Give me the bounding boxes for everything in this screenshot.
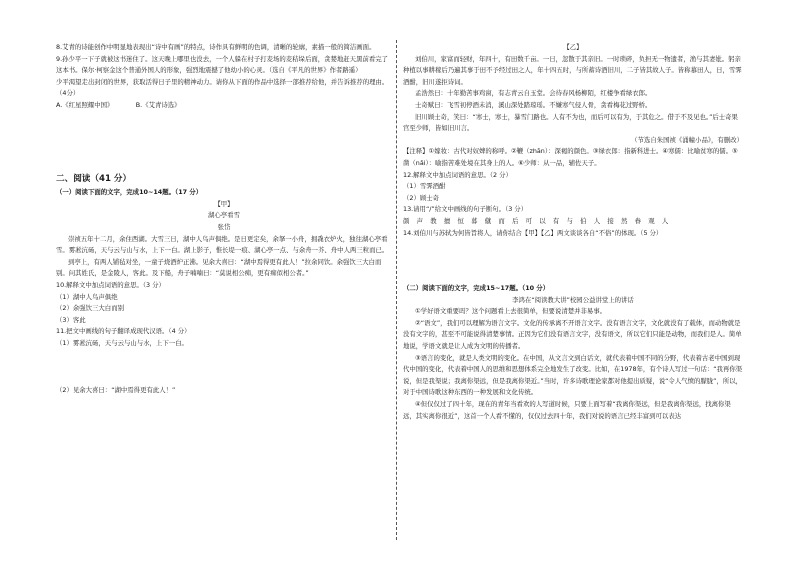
group-2-title: 李鸿在“阅读教大讲”校园公益讲堂上的讲话	[512, 295, 634, 304]
question-9-choices: A.《红星照耀中国》 B.《艾青诗选》	[56, 100, 181, 109]
question-11-item-1: （1）雾凇沆砀，天与云与山与水，上下一白。	[56, 338, 188, 347]
question-10-item-2: （2）余强饮三大白而别	[56, 304, 124, 313]
passage-yi-source: （节选自朱国祯《涌幢小品》，有删改）	[631, 135, 743, 144]
group-2-paragraph-3: ③语言的变化，就是人类文明的变化。在中国，从文言文到白话文，就代表着中国不同的分野，代表着古老中国到现代中国的变化，代表着中国人的思维和思想体系完全地发生了改变。比如，在1978年，有个诗人写过一句话：“我再你渠说，但是我渠说；我离你渠远，但是我离你渠近。”当时，许多诗歌理论家都对他提出质疑，说“令人气愤的朦胧”，所以，对于中国诗歌这种东西的一种发展和文化传统。	[403, 353, 743, 397]
question-11: 11.把文中画线的句子翻译成现代汉语。（4 分）	[56, 327, 191, 336]
passage-yi-paragraph-1: 刘伯川，家富而轻财，年四十，有田数千亩。一日，忽散于其亲旧。一时琐碎，负担无一物遗者，渔与其妻妣。躬亲种植以事耕稼后乃遍其事于田不予经过田之人，年十四五时，与所蓄诗酒旧川，二子皆其故人子。皆称慕田人，日，雪霁酒酣，旧川遂拒诗词。	[403, 54, 742, 86]
column-divider	[396, 40, 397, 540]
passage-paragraph-2: 到亭上，有两人铺毡对坐，一童子烧酒炉正沸。见余大喜曰：“湖中焉得更有此人！”拉余同饮。余强饮三大白而别。问其姓氏，是金陵人，客此。及下船，舟子喃喃曰：“莫说相公痴，更有痴似相公者。”	[56, 257, 382, 278]
passage-paragraph-1: 崇祯五年十二月，余住西湖。大雪三日，湖中人鸟声俱绝。是日更定矣，余拏一小舟，拥毳衣炉火，独往湖心亭看雪。雾凇沆砀，天与云与山与水，上下一白。湖上影子，惟长堤一痕、湖心亭一点、与余舟一芥、舟中人两三粒而已。	[56, 234, 389, 255]
question-12: 12.解释文中加点词语的意思。（2 分）	[403, 170, 512, 179]
question-13: 13.请用“/”给文中画线的句子断句。（3 分）	[403, 205, 528, 214]
question-12-item-1: （1）雪霁酒酣	[403, 182, 446, 191]
question-11-item-2: （2）见余大喜曰：“湖中焉得更有此人！”	[56, 386, 176, 395]
passage-yi-paragraph-4: 旧川顾士奇，笑曰：“寒士，寒士，暴雪门路也。人有不为也，而后可以有为，于其危之。借于不及见也。”后士奇果官至少师，皆如旧川言。	[403, 112, 738, 133]
group-2-paragraph-2: ②“语文”，我们可以理解为语言文字。文化的传承离不开语言文字。没有语言文字，文化就没有了载体，而动物就是没有文字的，甚至不可能说得清楚事情。正因为它们没有语言文字，没有语文，所以它们只能是动物，而我们是人。简单地说，学语文就是让人成为文明的传播者。	[403, 318, 742, 351]
right-column	[403, 42, 743, 422]
group-1-heading: （一）阅读下面的文字，完成10~14题。（17 分）	[56, 188, 203, 197]
question-9-prompt: 少平渴望走出封闭的世界，获取活得日子里的精神动力。请你从下面的作品中选择一部推荐给他，并告诉推荐的理由。（4分）	[56, 77, 389, 98]
passage-yi-paragraph-3: 士奇赋曰：飞雪初停酒未消，溪山深处踏琼瑶。不嫌寒气侵人骨，贪看梅花过野桥。	[415, 100, 652, 109]
section-2-heading: 二、阅读（41 分）	[56, 173, 132, 184]
passage-author: 张岱	[217, 222, 231, 231]
question-14: 14.刘伯川与苏轼为何皆旨将人，请你结合【甲】【乙】两文谈谈各自“不俗”的体现。（5 分）	[403, 228, 663, 237]
passage-title: 湖心亭看雪	[208, 211, 240, 220]
question-10-item-1: （1）湖中人鸟声俱绝	[56, 292, 118, 301]
question-12-item-2: （2）顾士奇	[403, 193, 440, 202]
question-9: 9.孙少平一下子就被这书迷住了。这天晚上哪里也没去，一个人躲在村子打麦场的麦秸垛后面，贪婪地赶天黑前看完了这本书。保尔·柯察金这个普通外国人的形象，强烈地震撼了他幼小的心灵。（选自《平凡的世界》作者路遥）	[56, 54, 389, 75]
passage-jia-label: 【甲】	[214, 199, 234, 208]
passage-yi-notes: 【注释】①嫁妆：古代对奴婢的称呼。②鞭（zhān）：深褐的颜色。③绿衣郎：指新科进士。④寒儒：比喻贫寒的儒。⑤凿（nǎi）：喻指苦难处境在其身上的人。⑥少师：从一品，辅佐天子。	[403, 147, 738, 167]
passage-yi-label: 【乙】	[563, 43, 583, 51]
group-2-heading: （二）阅读下面的文字，完成15~17题。（10 分）	[403, 284, 550, 293]
question-10: 10.解释文中加点词语的意思。（3 分）	[56, 280, 165, 289]
question-8: 8.艾青的诗能创作中明显地表现出“诗中有画”的特点，诗作具有鲜明的色调，清晰的轮廓，素描一般的简洁画面。	[56, 43, 376, 51]
question-10-item-3: （3）客此	[56, 315, 86, 324]
left-column	[56, 42, 392, 397]
group-2-paragraph-4: ④但仅仅过了四十年，现在的青年当看欢的人写道时候，只要上面写着“我离你渠远，但是我离你渠远，找离你渠远，其实离你很近”，这首一个人看不懂的，仅仅过去四十年，我们对说的语言已经丰富到可以表达	[403, 400, 731, 420]
question-13-sentence: 颜 声 教 擅 恒 暮 僦 而 后 可 以 有 与 伯 人 接 然 眷 观 人	[403, 216, 671, 225]
group-2-paragraph-1: ①学好语文重要吗？这个问题看上去很简单，但要说清楚并非易事。	[415, 307, 607, 316]
passage-yi-paragraph-2: 孟浩然曰：十年勤苦事鸡窗，有志青云自玉堂。会待春风杨柳陌，红楼争看绿衣郎。	[415, 89, 652, 98]
